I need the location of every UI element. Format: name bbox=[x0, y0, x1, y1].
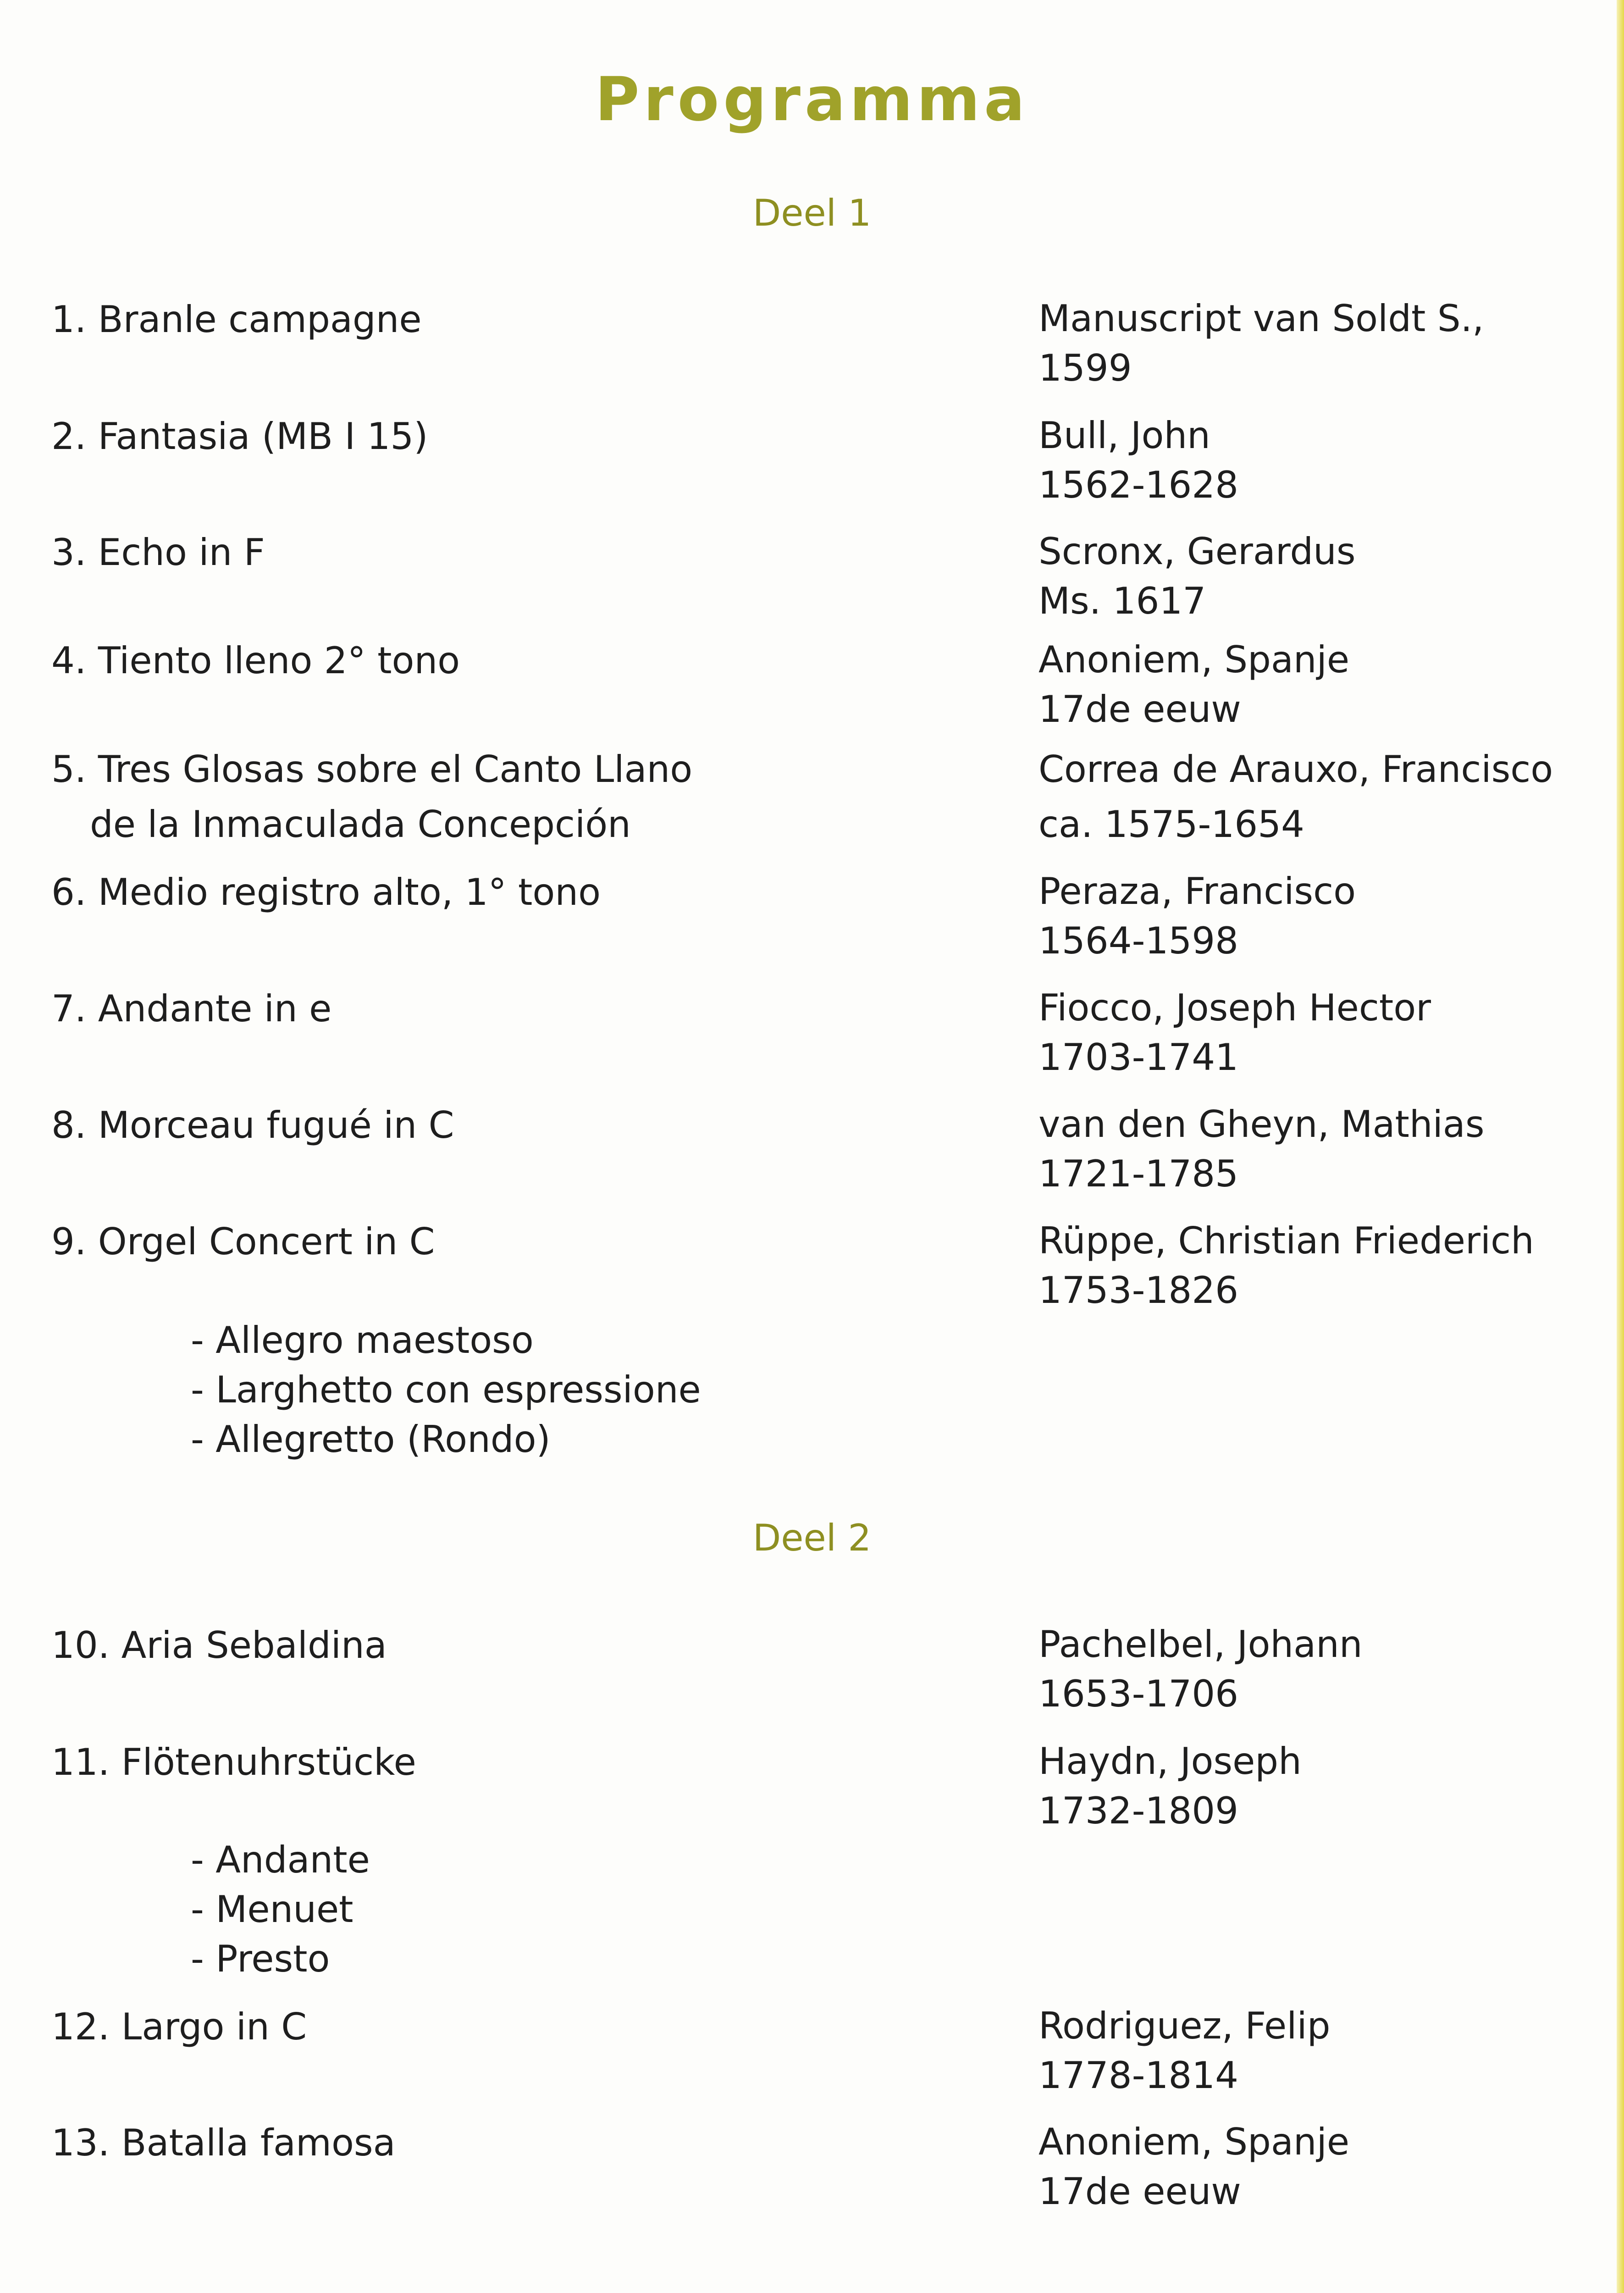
piece-title: 13. Batalla famosa bbox=[51, 2121, 396, 2164]
composer-dates: 17de eeuw bbox=[1038, 2170, 1241, 2213]
movement-item: - Larghetto con espressione bbox=[191, 1368, 701, 1411]
piece-title: 7. Andante in e bbox=[51, 987, 332, 1030]
composer-info bbox=[1038, 2001, 1330, 2100]
piece-title: 6. Medio registro alto, 1° tono bbox=[51, 871, 601, 914]
composer-dates: 1721-1785 bbox=[1038, 1152, 1239, 1195]
composer-name: Scronx, Gerardus bbox=[1038, 530, 1356, 573]
composer-name: Pachelbel, Johann bbox=[1038, 1623, 1363, 1666]
composer-name: Anoniem, Spanje bbox=[1038, 638, 1350, 681]
composer-dates: ca. 1575-1654 bbox=[1038, 803, 1304, 846]
piece-title bbox=[51, 742, 692, 852]
piece-title: 3. Echo in F bbox=[51, 531, 265, 574]
page-edge-right bbox=[1617, 0, 1624, 2293]
page-title: Programma bbox=[595, 64, 1029, 135]
composer-info bbox=[1038, 2117, 1349, 2216]
composer-name: Bull, John bbox=[1038, 414, 1210, 457]
composer-name: Haydn, Joseph bbox=[1038, 1740, 1302, 1783]
composer-name: Manuscript van Soldt S., bbox=[1038, 297, 1484, 340]
movement-list bbox=[191, 1316, 701, 1464]
composer-info bbox=[1038, 1100, 1485, 1199]
composer-name: Anoniem, Spanje bbox=[1038, 2121, 1350, 2163]
piece-title: 8. Morceau fugué in C bbox=[51, 1104, 454, 1146]
composer-name: Fiocco, Joseph Hector bbox=[1038, 986, 1431, 1029]
composer-name: Rüppe, Christian Friederich bbox=[1038, 1219, 1534, 1262]
composer-dates: 1703-1741 bbox=[1038, 1036, 1239, 1079]
composer-dates: 1753-1826 bbox=[1038, 1269, 1239, 1312]
composer-info bbox=[1038, 527, 1356, 626]
section-heading-deel-2: Deel 2 bbox=[752, 1517, 872, 1559]
composer-info bbox=[1038, 983, 1431, 1082]
composer-info bbox=[1038, 294, 1484, 393]
composer-dates: 1778-1814 bbox=[1038, 2054, 1239, 2097]
composer-info bbox=[1038, 742, 1553, 852]
piece-title: 4. Tiento lleno 2° tono bbox=[51, 639, 460, 682]
movement-item: - Menuet bbox=[191, 1888, 354, 1931]
section-heading-deel-1: Deel 1 bbox=[752, 192, 872, 234]
movement-list bbox=[191, 1835, 370, 1984]
piece-title: 11. Flötenuhrstücke bbox=[51, 1741, 416, 1783]
composer-info bbox=[1038, 635, 1349, 734]
composer-dates: 1653-1706 bbox=[1038, 1673, 1239, 1715]
composer-dates: 1562-1628 bbox=[1038, 464, 1239, 506]
piece-title: 9. Orgel Concert in C bbox=[51, 1220, 435, 1263]
composer-info bbox=[1038, 411, 1238, 510]
composer-name: Peraza, Francisco bbox=[1038, 870, 1356, 913]
composer-dates: 17de eeuw bbox=[1038, 688, 1241, 731]
composer-info bbox=[1038, 1620, 1363, 1719]
composer-dates: 1564-1598 bbox=[1038, 919, 1239, 962]
composer-info bbox=[1038, 1216, 1534, 1315]
movement-item: - Andante bbox=[191, 1839, 370, 1881]
movement-item: - Allegretto (Rondo) bbox=[191, 1418, 551, 1461]
piece-title-line-2: de la Inmaculada Concepción bbox=[90, 803, 631, 846]
composer-name: Correa de Arauxo, Francisco bbox=[1038, 748, 1553, 791]
piece-title: 1. Branle campagne bbox=[51, 298, 422, 341]
movement-item: - Allegro maestoso bbox=[191, 1319, 534, 1362]
composer-dates: Ms. 1617 bbox=[1038, 580, 1206, 622]
composer-info bbox=[1038, 867, 1356, 966]
movement-item: - Presto bbox=[191, 1938, 330, 1980]
composer-dates: 1732-1809 bbox=[1038, 1789, 1239, 1832]
piece-title: 10. Aria Sebaldina bbox=[51, 1624, 387, 1667]
composer-dates: 1599 bbox=[1038, 347, 1132, 389]
composer-name: Rodriguez, Felip bbox=[1038, 2005, 1331, 2047]
piece-title: 2. Fantasia (MB I 15) bbox=[51, 415, 428, 458]
composer-name: van den Gheyn, Mathias bbox=[1038, 1103, 1485, 1146]
piece-title: 12. Largo in C bbox=[51, 2005, 307, 2048]
piece-title-line-1: 5. Tres Glosas sobre el Canto Llano bbox=[51, 748, 693, 791]
composer-info bbox=[1038, 1737, 1302, 1836]
